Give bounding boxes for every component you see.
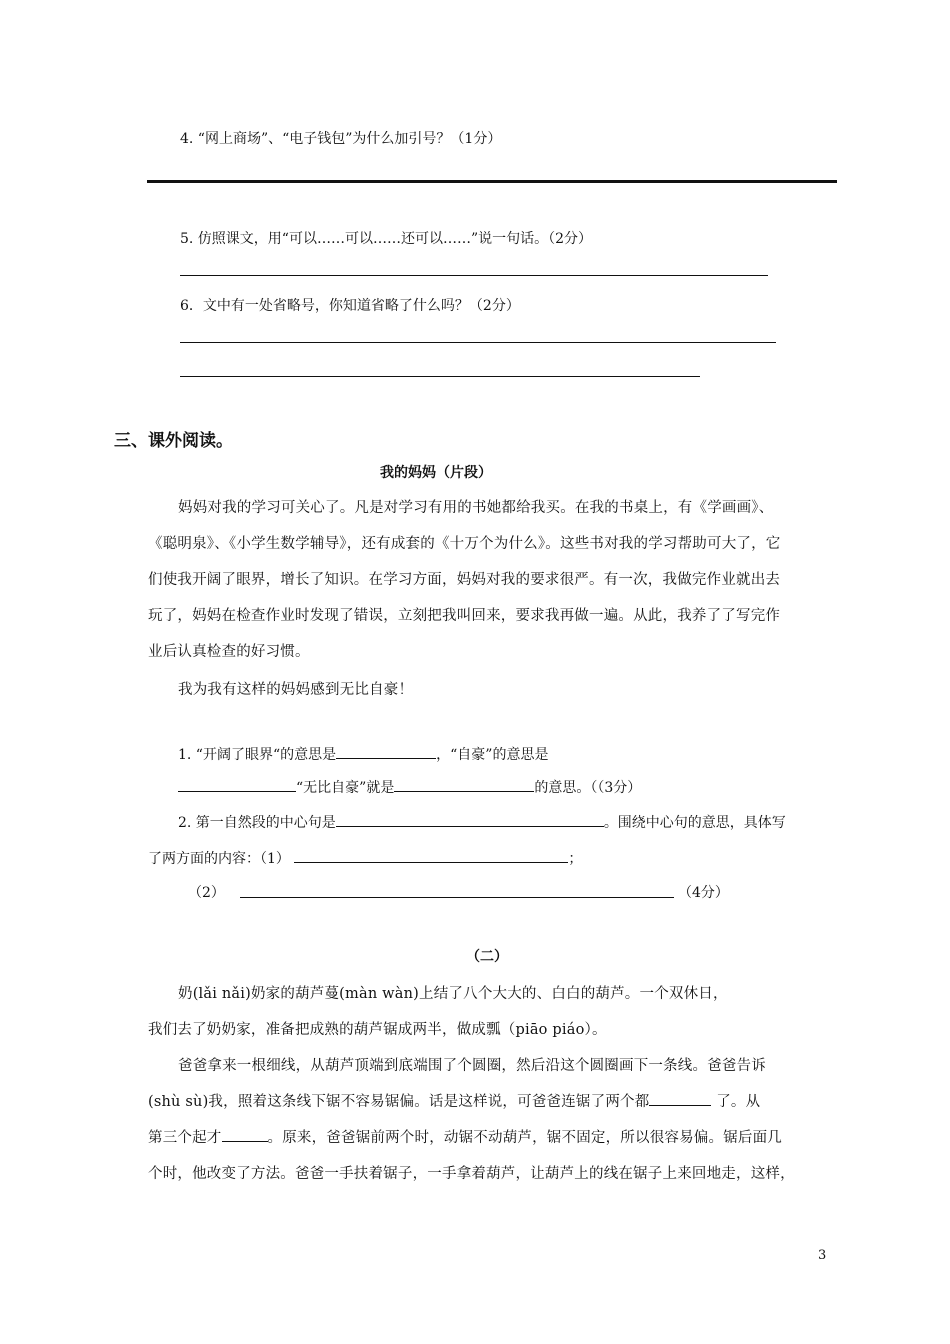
passage2-line: 爸爸拿来一根细线，从葫芦顶端到底端围了个圆圈，然后沿这个圆圈画下一条线。爸爸告诉 bbox=[178, 1058, 766, 1074]
question-4: 4. “网上商场”、“电子钱包”为什么加引号？（1分） bbox=[180, 131, 502, 147]
answer-blank[interactable] bbox=[294, 848, 568, 863]
passage-line: 妈妈对我的学习可关心了。凡是对学习有用的书她都给我买。在我的书桌上，有《学画画》、 bbox=[178, 500, 774, 516]
question-5: 5. 仿照课文，用“可以……可以……还可以……”说一句话。（2分） bbox=[180, 231, 593, 247]
passage-title: 我的妈妈（片段） bbox=[380, 465, 492, 481]
line4-text-a: (shù sù)我，照着这条线下锯不容易锯偏。话是这样说，可爸爸连锯了两个都 bbox=[148, 1094, 650, 1110]
passage2-line bbox=[148, 1126, 782, 1147]
question-6: 6．文中有一处省略号，你知道省略了什么吗？（2分） bbox=[180, 298, 520, 314]
q1-text-c: “无比自豪”就是 bbox=[296, 780, 395, 796]
page-number: 3 bbox=[818, 1248, 827, 1263]
passage-line: 业后认真检查的好习惯。 bbox=[148, 644, 310, 660]
answer-blank[interactable] bbox=[336, 744, 436, 759]
answer-blank[interactable] bbox=[178, 777, 296, 792]
passage2-line: 我们去了奶奶家，准备把成熟的葫芦锯成两半，做成瓢（piāo piáo）。 bbox=[148, 1022, 607, 1038]
q2-text-d: ； bbox=[568, 851, 583, 867]
q1-text-b: ，“自豪”的意思是 bbox=[436, 747, 549, 763]
line5-text-a: 第三个起才 bbox=[148, 1130, 222, 1146]
passage-question-2-part2: （2） bbox=[188, 885, 225, 901]
passage-question-2 bbox=[178, 812, 786, 832]
passage-question-1-cont bbox=[178, 777, 641, 797]
passage-line: 们使我开阔了眼界，增长了知识。在学习方面，妈妈对我的要求很严。有一次，我做完作业就出去 bbox=[148, 572, 781, 588]
passage-line: 《聪明泉》、《小学生数学辅导》，还有成套的《十万个为什么》。这些书对我的学习帮助可大了，它 bbox=[148, 536, 781, 552]
line5-text-b: 。原来，爸爸锯前两个时，动锯不动葫芦，锯不固定，所以很容易偏。锯后面几 bbox=[267, 1130, 782, 1146]
passage-question-1 bbox=[178, 744, 548, 764]
answer-line-q5[interactable] bbox=[180, 275, 768, 276]
q2-text-a: 2. 第一自然段的中心句是 bbox=[178, 815, 336, 831]
passage2-line bbox=[148, 1090, 760, 1111]
q2-score: （4分） bbox=[678, 885, 729, 901]
answer-blank[interactable] bbox=[336, 812, 604, 827]
q2-text-c: 了两方面的内容：（1） bbox=[148, 851, 290, 867]
passage-line: 玩了，妈妈在检查作业时发现了错误，立刻把我叫回来，要求我再做一遍。从此，我养了了写完作 bbox=[148, 608, 781, 624]
passage-line: 我为我有这样的妈妈感到无比自豪！ bbox=[178, 682, 414, 698]
line4-text-b: 了。从 bbox=[711, 1094, 761, 1110]
section-heading: 三、课外阅读。 bbox=[114, 431, 233, 451]
answer-line-q6-1[interactable] bbox=[180, 342, 776, 343]
q1-text-d: 的意思。（（3分） bbox=[534, 780, 642, 796]
answer-blank[interactable] bbox=[222, 1127, 268, 1142]
answer-line-q2-2[interactable] bbox=[240, 897, 674, 898]
passage2-line: 奶(lǎi nǎi)奶家的葫芦蔓(màn wàn)上结了八个大大的、白白的葫芦。一个双休日， bbox=[178, 986, 728, 1002]
answer-blank[interactable] bbox=[649, 1091, 711, 1106]
answer-line-q4[interactable] bbox=[147, 180, 837, 183]
passage-question-2-cont bbox=[148, 848, 582, 868]
answer-blank[interactable] bbox=[394, 777, 534, 792]
q1-text-a: 1. “开阔了眼界“的意思是 bbox=[178, 747, 337, 763]
passage2-line: 个时，他改变了方法。爸爸一手扶着锯子，一手拿着葫芦，让葫芦上的线在锯子上来回地走，这样， bbox=[148, 1166, 795, 1182]
answer-line-q6-2[interactable] bbox=[180, 376, 700, 377]
q2-text-b: 。围绕中心句的意思，具体写 bbox=[603, 815, 786, 831]
passage2-title: （二） bbox=[466, 949, 508, 965]
